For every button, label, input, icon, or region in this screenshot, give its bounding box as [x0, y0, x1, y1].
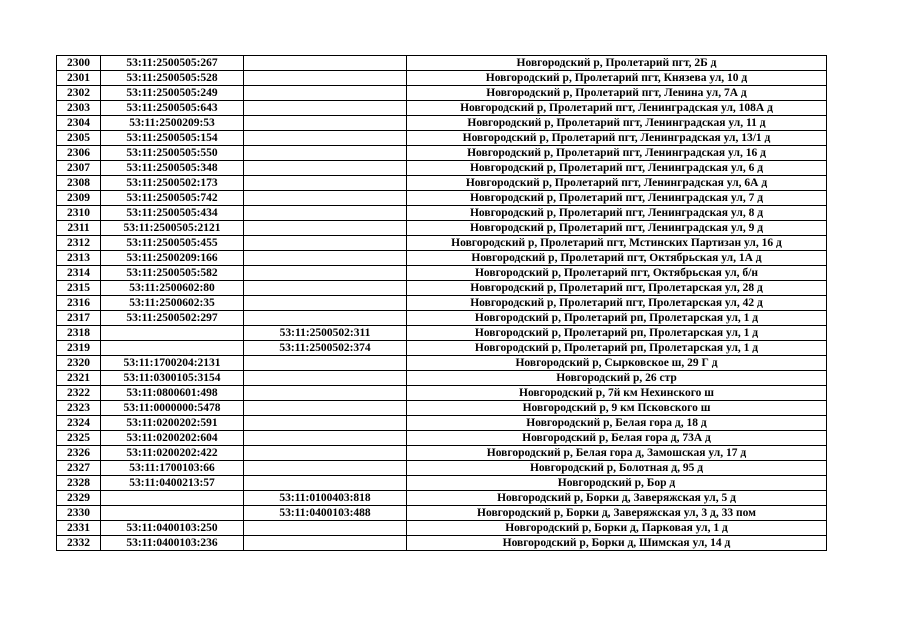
row-number-cell: 2301	[57, 71, 101, 86]
row-number-cell: 2302	[57, 86, 101, 101]
row-number-cell: 2316	[57, 296, 101, 311]
cadastral-number-cell: 53:11:2500505:348	[101, 161, 244, 176]
cadastral-number-cell: 53:11:0400103:250	[101, 521, 244, 536]
table-row	[57, 206, 827, 221]
cadastral-number-cell	[101, 506, 244, 521]
secondary-cadastral-number-cell: 53:11:2500502:311	[244, 326, 407, 341]
table-row	[57, 176, 827, 191]
address-cell: Новгородский р, Белая гора д, Замошская ул, 17 д	[407, 446, 827, 461]
table-row	[57, 251, 827, 266]
row-number-cell: 2313	[57, 251, 101, 266]
table-row	[57, 326, 827, 341]
secondary-cadastral-number-cell	[244, 221, 407, 236]
cadastral-number-cell: 53:11:2500209:166	[101, 251, 244, 266]
address-cell: Новгородский р, 7й км Нехинского ш	[407, 386, 827, 401]
cadastral-number-cell: 53:11:2500505:582	[101, 266, 244, 281]
address-cell: Новгородский р, Пролетарий пгт, Ленинградская ул, 6 д	[407, 161, 827, 176]
row-number-cell: 2315	[57, 281, 101, 296]
address-cell: Новгородский р, Борки д, Заверяжская ул, 3 д, 33 пом	[407, 506, 827, 521]
secondary-cadastral-number-cell	[244, 521, 407, 536]
secondary-cadastral-number-cell	[244, 101, 407, 116]
address-cell: Новгородский р, Пролетарий пгт, 2Б д	[407, 56, 827, 71]
secondary-cadastral-number-cell	[244, 431, 407, 446]
cadastral-number-cell: 53:11:2500602:80	[101, 281, 244, 296]
table-row	[57, 461, 827, 476]
secondary-cadastral-number-cell	[244, 191, 407, 206]
cadastral-number-cell: 53:11:2500505:550	[101, 146, 244, 161]
table-row	[57, 401, 827, 416]
address-cell: Новгородский р, Пролетарий пгт, Ленинградская ул, 8 д	[407, 206, 827, 221]
row-number-cell: 2314	[57, 266, 101, 281]
secondary-cadastral-number-cell	[244, 71, 407, 86]
address-cell: Новгородский р, Бор д	[407, 476, 827, 491]
cadastral-number-cell: 53:11:2500505:455	[101, 236, 244, 251]
secondary-cadastral-number-cell	[244, 416, 407, 431]
table-row	[57, 236, 827, 251]
row-number-cell: 2326	[57, 446, 101, 461]
registry-table-body	[57, 56, 827, 551]
secondary-cadastral-number-cell	[244, 116, 407, 131]
row-number-cell: 2319	[57, 341, 101, 356]
table-row	[57, 221, 827, 236]
cadastral-number-cell: 53:11:0400213:57	[101, 476, 244, 491]
address-cell: Новгородский р, Пролетарий пгт, Князева ул, 10 д	[407, 71, 827, 86]
table-row	[57, 491, 827, 506]
secondary-cadastral-number-cell	[244, 356, 407, 371]
cadastral-number-cell: 53:11:2500505:528	[101, 71, 244, 86]
secondary-cadastral-number-cell	[244, 311, 407, 326]
address-cell: Новгородский р, 9 км Псковского ш	[407, 401, 827, 416]
address-cell: Новгородский р, Пролетарий пгт, Ленинградская ул, 16 д	[407, 146, 827, 161]
row-number-cell: 2320	[57, 356, 101, 371]
table-row	[57, 86, 827, 101]
address-cell: Новгородский р, Борки д, Заверяжская ул, 5 д	[407, 491, 827, 506]
cadastral-number-cell: 53:11:0200202:422	[101, 446, 244, 461]
cadastral-number-cell: 53:11:2500505:267	[101, 56, 244, 71]
table-row	[57, 536, 827, 551]
secondary-cadastral-number-cell: 53:11:0100403:818	[244, 491, 407, 506]
table-row	[57, 521, 827, 536]
row-number-cell: 2332	[57, 536, 101, 551]
row-number-cell: 2300	[57, 56, 101, 71]
table-row	[57, 356, 827, 371]
secondary-cadastral-number-cell	[244, 371, 407, 386]
cadastral-number-cell: 53:11:2500505:154	[101, 131, 244, 146]
cadastral-number-cell: 53:11:2500602:35	[101, 296, 244, 311]
table-row	[57, 416, 827, 431]
table-row	[57, 116, 827, 131]
cadastral-number-cell: 53:11:1700103:66	[101, 461, 244, 476]
row-number-cell: 2317	[57, 311, 101, 326]
row-number-cell: 2310	[57, 206, 101, 221]
cadastral-number-cell: 53:11:2500502:297	[101, 311, 244, 326]
secondary-cadastral-number-cell	[244, 86, 407, 101]
row-number-cell: 2312	[57, 236, 101, 251]
secondary-cadastral-number-cell	[244, 266, 407, 281]
secondary-cadastral-number-cell	[244, 56, 407, 71]
table-row	[57, 311, 827, 326]
table-row	[57, 341, 827, 356]
table-row	[57, 161, 827, 176]
row-number-cell: 2305	[57, 131, 101, 146]
cadastral-number-cell: 53:11:0000000:5478	[101, 401, 244, 416]
table-row	[57, 56, 827, 71]
row-number-cell: 2331	[57, 521, 101, 536]
row-number-cell: 2304	[57, 116, 101, 131]
address-cell: Новгородский р, Пролетарий пгт, Ленинградская ул, 108А д	[407, 101, 827, 116]
address-cell: Новгородский р, Пролетарий пгт, Октябрьская ул, 1А д	[407, 251, 827, 266]
cadastral-number-cell: 53:11:0200202:604	[101, 431, 244, 446]
secondary-cadastral-number-cell: 53:11:2500502:374	[244, 341, 407, 356]
cadastral-number-cell	[101, 341, 244, 356]
table-row	[57, 266, 827, 281]
cadastral-number-cell	[101, 326, 244, 341]
secondary-cadastral-number-cell	[244, 296, 407, 311]
row-number-cell: 2303	[57, 101, 101, 116]
row-number-cell: 2325	[57, 431, 101, 446]
row-number-cell: 2321	[57, 371, 101, 386]
address-cell: Новгородский р, Борки д, Шимская ул, 14 д	[407, 536, 827, 551]
address-cell: Новгородский р, Пролетарий пгт, Ленинградская ул, 7 д	[407, 191, 827, 206]
secondary-cadastral-number-cell	[244, 461, 407, 476]
row-number-cell: 2330	[57, 506, 101, 521]
table-row	[57, 101, 827, 116]
row-number-cell: 2309	[57, 191, 101, 206]
table-row	[57, 191, 827, 206]
address-cell: Новгородский р, Пролетарий рп, Пролетарская ул, 1 д	[407, 326, 827, 341]
secondary-cadastral-number-cell	[244, 176, 407, 191]
secondary-cadastral-number-cell: 53:11:0400103:488	[244, 506, 407, 521]
cadastral-number-cell: 53:11:0300105:3154	[101, 371, 244, 386]
cadastral-number-cell: 53:11:2500505:434	[101, 206, 244, 221]
cadastral-number-cell: 53:11:2500502:173	[101, 176, 244, 191]
secondary-cadastral-number-cell	[244, 206, 407, 221]
address-cell: Новгородский р, Борки д, Парковая ул, 1 д	[407, 521, 827, 536]
cadastral-number-cell: 53:11:0800601:498	[101, 386, 244, 401]
table-row	[57, 506, 827, 521]
row-number-cell: 2318	[57, 326, 101, 341]
table-row	[57, 71, 827, 86]
row-number-cell: 2327	[57, 461, 101, 476]
row-number-cell: 2306	[57, 146, 101, 161]
address-cell: Новгородский р, Белая гора д, 73А д	[407, 431, 827, 446]
address-cell: Новгородский р, Пролетарий рп, Пролетарская ул, 1 д	[407, 341, 827, 356]
table-row	[57, 296, 827, 311]
address-cell: Новгородский р, Пролетарий рп, Пролетарская ул, 1 д	[407, 311, 827, 326]
row-number-cell: 2322	[57, 386, 101, 401]
address-cell: Новгородский р, Болотная д, 95 д	[407, 461, 827, 476]
address-cell: Новгородский р, Пролетарий пгт, Пролетарская ул, 42 д	[407, 296, 827, 311]
secondary-cadastral-number-cell	[244, 236, 407, 251]
secondary-cadastral-number-cell	[244, 146, 407, 161]
cadastral-number-cell: 53:11:1700204:2131	[101, 356, 244, 371]
address-cell: Новгородский р, 26 стр	[407, 371, 827, 386]
cadastral-number-cell: 53:11:0200202:591	[101, 416, 244, 431]
secondary-cadastral-number-cell	[244, 536, 407, 551]
address-cell: Новгородский р, Пролетарий пгт, Пролетарская ул, 28 д	[407, 281, 827, 296]
address-cell: Новгородский р, Пролетарий пгт, Ленинградская ул, 9 д	[407, 221, 827, 236]
table-row	[57, 146, 827, 161]
row-number-cell: 2328	[57, 476, 101, 491]
address-cell: Новгородский р, Пролетарий пгт, Ленинградская ул, 11 д	[407, 116, 827, 131]
cadastral-number-cell: 53:11:2500209:53	[101, 116, 244, 131]
secondary-cadastral-number-cell	[244, 446, 407, 461]
table-row	[57, 386, 827, 401]
address-cell: Новгородский р, Пролетарий пгт, Мстинских Партизан ул, 16 д	[407, 236, 827, 251]
secondary-cadastral-number-cell	[244, 251, 407, 266]
address-cell: Новгородский р, Пролетарий пгт, Октябрьская ул, б/н	[407, 266, 827, 281]
row-number-cell: 2329	[57, 491, 101, 506]
secondary-cadastral-number-cell	[244, 131, 407, 146]
cadastral-number-cell	[101, 491, 244, 506]
table-row	[57, 371, 827, 386]
table-row	[57, 281, 827, 296]
secondary-cadastral-number-cell	[244, 161, 407, 176]
cadastral-number-cell: 53:11:2500505:643	[101, 101, 244, 116]
address-cell: Новгородский р, Белая гора д, 18 д	[407, 416, 827, 431]
row-number-cell: 2311	[57, 221, 101, 236]
secondary-cadastral-number-cell	[244, 401, 407, 416]
table-row	[57, 431, 827, 446]
cadastral-number-cell: 53:11:2500505:249	[101, 86, 244, 101]
secondary-cadastral-number-cell	[244, 386, 407, 401]
secondary-cadastral-number-cell	[244, 476, 407, 491]
address-cell: Новгородский р, Сырковское ш, 29 Г д	[407, 356, 827, 371]
registry-table	[56, 55, 827, 551]
address-cell: Новгородский р, Пролетарий пгт, Ленина ул, 7А д	[407, 86, 827, 101]
row-number-cell: 2308	[57, 176, 101, 191]
table-row	[57, 131, 827, 146]
cadastral-number-cell: 53:11:2500505:742	[101, 191, 244, 206]
row-number-cell: 2323	[57, 401, 101, 416]
address-cell: Новгородский р, Пролетарий пгт, Ленинградская ул, 13/1 д	[407, 131, 827, 146]
cadastral-number-cell: 53:11:2500505:2121	[101, 221, 244, 236]
address-cell: Новгородский р, Пролетарий пгт, Ленинградская ул, 6А д	[407, 176, 827, 191]
table-row	[57, 476, 827, 491]
row-number-cell: 2324	[57, 416, 101, 431]
cadastral-number-cell: 53:11:0400103:236	[101, 536, 244, 551]
table-row	[57, 446, 827, 461]
secondary-cadastral-number-cell	[244, 281, 407, 296]
row-number-cell: 2307	[57, 161, 101, 176]
